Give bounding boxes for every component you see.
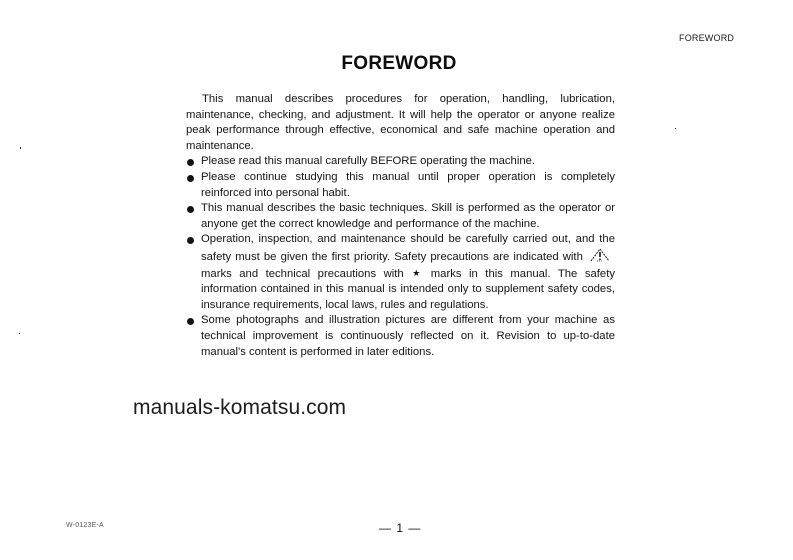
- bullet-icon: [187, 159, 194, 166]
- scan-speck: [675, 128, 676, 129]
- bullet-item: [186, 154, 615, 170]
- foreword-bullet-list: [186, 154, 615, 360]
- scan-speck: [19, 333, 20, 334]
- bullet-text: Please read this manual carefully BEFORE operating the machine.: [201, 155, 536, 168]
- bullet-item: [186, 313, 615, 360]
- bullet-text: marks in this manual. The safety information contained in this manual is intended only to supplement safety codes, insurance requirements, local laws, rules and regulations.: [201, 267, 615, 311]
- running-header: FOREWORD: [679, 33, 735, 43]
- bullet-text: Operation, inspection, and maintenance should be carefully carried out, and the safety must be given the first priority. Safety precautions are indicated with: [201, 233, 615, 263]
- scan-speck: [20, 147, 21, 149]
- star-icon: ★: [412, 267, 421, 278]
- bullet-icon: [187, 318, 194, 325]
- bullet-icon: [187, 237, 194, 244]
- bullet-text: Please continue studying this manual until proper operation is completely reinforced into personal habit.: [201, 170, 615, 199]
- bullet-item: [186, 201, 615, 232]
- bullet-item: [186, 170, 615, 201]
- page-title: FOREWORD: [341, 53, 457, 74]
- bullet-text: marks and technical precautions with: [201, 267, 404, 280]
- bullet-item-safety: [186, 232, 615, 313]
- watermark-link[interactable]: manuals-komatsu.com: [133, 396, 347, 419]
- bullet-text: This manual describes the basic techniques. Skill is performed as the operator or anyone get the correct knowledge and performance of the machine.: [201, 202, 615, 230]
- warning-triangle-icon: [589, 248, 611, 262]
- page-number: — 1 —: [379, 521, 422, 535]
- bullet-text: Some photographs and illustration pictures are different from your machine as technical improvement is continuously reflected on it. Revision to up-to-date manual's content is performed in later editions.: [201, 314, 615, 358]
- bullet-icon: [187, 175, 194, 182]
- intro-paragraph: This manual describes procedures for operation, handling, lubrication, maintenance, checking, and adjustment. It will help the operator or anyone realize peak performance through effective, economical and safe machine operation and maintenance.: [186, 93, 615, 152]
- foreword-body: [186, 92, 615, 360]
- bullet-icon: [187, 206, 194, 213]
- document-code: W-0123E-A: [66, 522, 104, 529]
